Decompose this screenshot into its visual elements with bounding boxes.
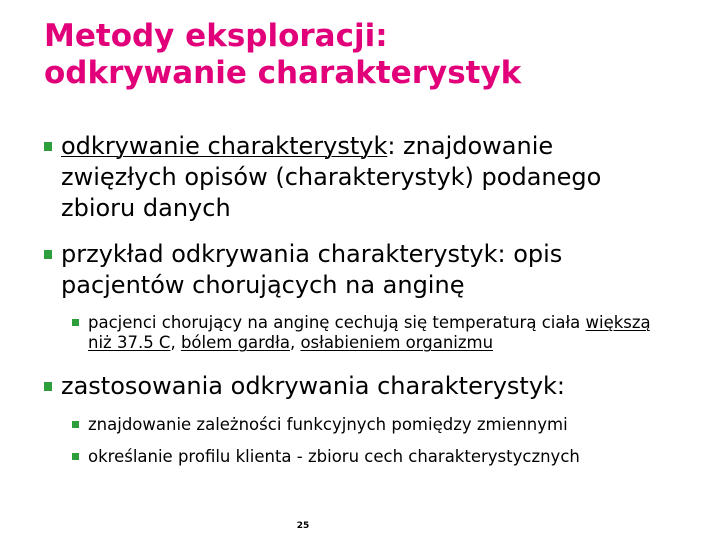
- link-greater[interactable]: większą: [585, 313, 651, 332]
- bullet-text: zbioru danych: [61, 194, 231, 222]
- bullet-item-definition: [44, 131, 694, 224]
- separator-text: ,: [170, 333, 181, 352]
- square-bullet-icon: [72, 319, 79, 326]
- bullet-text: przykład odkrywania charakterystyk: opis: [61, 240, 563, 268]
- square-bullet-icon: [72, 453, 79, 460]
- bullet-text: zastosowania odkrywania charakterystyk:: [61, 372, 566, 400]
- sub-bullet-text: pacjenci chorujący na anginę cechują się temperaturą ciała: [88, 313, 586, 332]
- page-number: 25: [296, 521, 310, 531]
- square-bullet-icon: [44, 250, 52, 259]
- square-bullet-icon: [44, 142, 52, 151]
- bullet-text: pacjentów chorujących na anginę: [61, 271, 465, 299]
- term-link[interactable]: odkrywanie charakterystyk: [61, 132, 388, 160]
- bullet-text: zwięzłych opisów (charakterystyk) podanego: [61, 163, 602, 191]
- sub-bullet-item-application-2: [72, 447, 712, 467]
- slide-title: [44, 18, 704, 92]
- sub-bullet-item-application-1: [72, 415, 712, 435]
- slide-title-line-2: odkrywanie charakterystyk: [44, 55, 522, 91]
- square-bullet-icon: [44, 382, 52, 391]
- bullet-item-example: [44, 239, 694, 301]
- link-weakness[interactable]: osłabieniem organizmu: [300, 333, 494, 352]
- sub-bullet-item-example: [72, 313, 712, 353]
- sub-bullet-text: znajdowanie zależności funkcyjnych pomiędzy zmiennymi: [88, 415, 568, 434]
- square-bullet-icon: [72, 421, 79, 428]
- sub-bullet-text: określanie profilu klienta - zbioru cech charakterystycznych: [88, 447, 580, 466]
- link-sore-throat[interactable]: bólem gardła: [180, 333, 290, 352]
- separator-text: ,: [289, 333, 301, 352]
- slide-title-line-1: Metody eksploracji:: [44, 18, 388, 54]
- bullet-item-applications: [44, 371, 694, 402]
- link-temperature[interactable]: niż 37.5 C: [88, 333, 171, 352]
- bullet-text: : znajdowanie: [387, 132, 554, 160]
